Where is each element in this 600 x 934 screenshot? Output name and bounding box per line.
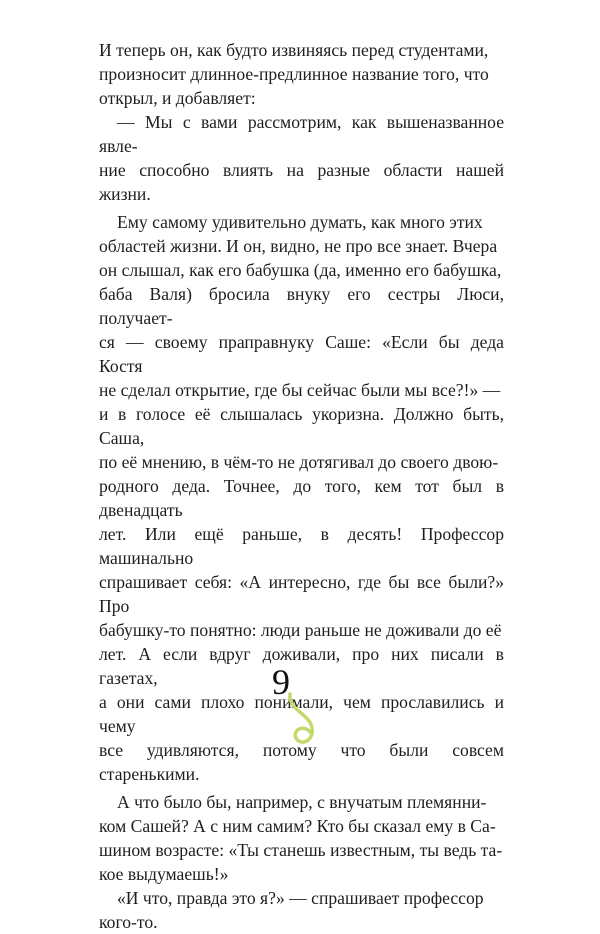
paragraph-5: «И что, правда это я?» — спрашивает профессор кого-то.: [99, 888, 484, 932]
paragraph-1: И теперь он, как будто извиняясь перед студентами, произносит длинное-предлинное название того, что открыл, и добавляет:: [99, 40, 489, 108]
body-text: [99, 38, 504, 934]
paragraph-3: Ему самому удивительно думать, как много этих областей жизни. И он, видно, не про все знает. Вчера он слышал, как его бабушка (да, именно его бабушка, баба Валя) бросила внуку его сестры Люси, получает- ся — своему праправнуку Саше: «Если бы деда Костя не сделал открытие, где бы сейчас были мы все?!» — и в голосе её слышалась укоризна. Должно быть, Саша, по её мнению, в чём-то не дотягивал до своего двою- родного деда. Точнее, до того, кем тот был в двенадцать лет. Или ещё раньше, в десять! Профессор машинально спрашивает себя: «А интересно, где бы все были?» Про бабушку-то понятно: люди раньше не доживали до её лет. А если вдруг доживали, про них писали в газетах, а они сами плохо понимали, чем прославились и чему все удивляются, потому что были совсем старенькими.: [99, 212, 504, 784]
paragraph-4: А что было бы, например, с внучатым племянни- ком Сашей? А с ним самим? Кто бы сказал ему в Са- шином возрасте: «Ты станешь известным, ты ведь та- кое выдумаешь!»: [99, 792, 503, 884]
page-number: 9: [272, 662, 290, 702]
paragraph-2-dialogue: — Мы с вами рассмотрим, как вышеназванное явле- ние способно влиять на разные области нашей жизни.: [99, 112, 504, 204]
page-number-swirl-icon: [280, 690, 340, 750]
